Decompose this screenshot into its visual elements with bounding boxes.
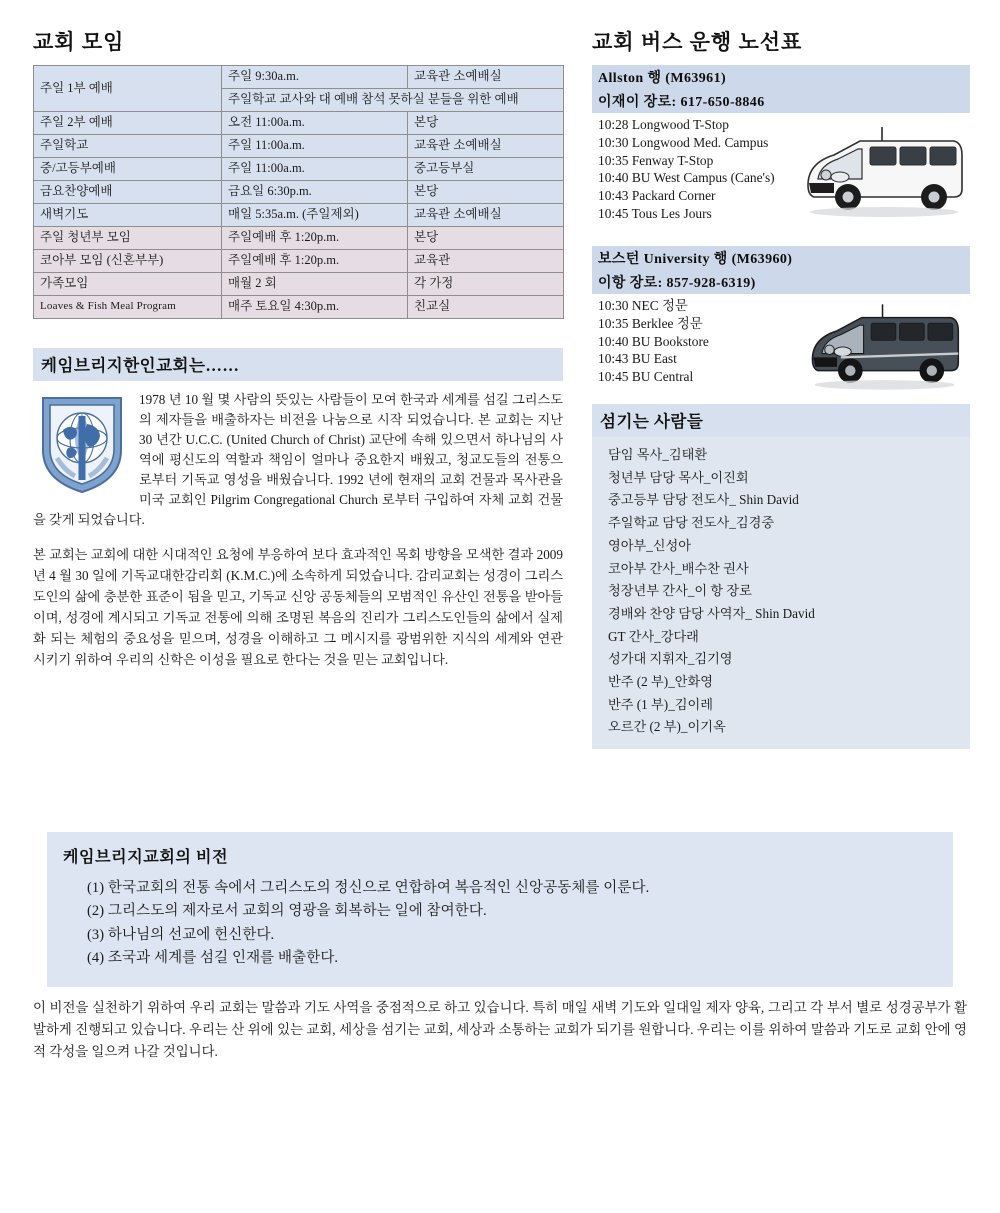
meeting-place: 중고등부실 xyxy=(408,158,564,181)
meeting-place: 본당 xyxy=(408,181,564,204)
list-item: 10:43 Packard Corner xyxy=(598,188,716,204)
table-row xyxy=(34,66,564,89)
servants-section xyxy=(592,404,970,749)
bus-stop-list xyxy=(592,113,970,234)
meeting-place: 친교실 xyxy=(408,296,564,319)
list-item: 주일학교 담당 전도사_김경중 xyxy=(608,515,775,531)
meeting-place: 교육관 소예배실 xyxy=(408,204,564,227)
bus-route-contact: 이재이 장로: 617-650-8846 xyxy=(592,90,970,113)
list-item: 10:28 Longwood T-Stop xyxy=(598,117,729,132)
vision-item: (2) 그리스도의 제자로서 교회의 영광을 회복하는 일에 참여한다. xyxy=(87,903,487,920)
list-item: 성가대 지휘자_김기영 xyxy=(608,651,733,667)
table-row xyxy=(34,181,564,204)
table-row xyxy=(34,273,564,296)
list-item: 오르간 (2 부)_이기옥 xyxy=(608,719,726,735)
table-row xyxy=(34,158,564,181)
list-item: 10:35 Fenway T-Stop xyxy=(598,152,714,168)
meeting-place: 각 가정 xyxy=(408,273,564,296)
list-item: GT 간사_강다래 xyxy=(608,628,699,644)
meeting-name: Loaves & Fish Meal Program xyxy=(34,296,222,319)
list-item: 반주 (2 부)_안화영 xyxy=(608,674,713,690)
list-item: 10:30 NEC 정문 xyxy=(598,298,688,313)
table-row xyxy=(34,250,564,273)
meetings-title: 교회 모임 xyxy=(33,30,125,54)
meeting-name: 주일 청년부 모임 xyxy=(34,227,222,250)
meeting-name: 가족모임 xyxy=(34,273,222,296)
bus-route-allston xyxy=(592,65,970,234)
list-item: 경배와 찬양 담당 사역자_ Shin David xyxy=(608,605,815,621)
list-item: 10:30 Longwood Med. Campus xyxy=(598,134,769,150)
meeting-time: 주일 11:00a.m. xyxy=(222,135,408,158)
meeting-time: 매월 2 회 xyxy=(222,273,408,296)
meeting-name: 중/고등부예배 xyxy=(34,158,222,181)
bus-schedule-title: 교회 버스 운행 노선표 xyxy=(592,30,803,54)
meeting-time: 금요일 6:30p.m. xyxy=(222,181,408,204)
table-row xyxy=(34,112,564,135)
list-item: 10:40 BU Bookstore xyxy=(598,333,709,349)
meeting-place: 교육관 소예배실 xyxy=(408,135,564,158)
vision-item: (3) 하나님의 선교에 헌신한다. xyxy=(87,926,275,943)
intro-title: 케임브리지한인교회는…… xyxy=(33,348,563,381)
meeting-name: 주일학교 xyxy=(34,135,222,158)
servants-title: 섬기는 사람들 xyxy=(592,404,970,437)
list-item: 코아부 간사_배수찬 권사 xyxy=(608,560,749,576)
list-item: 10:45 Tous Les Jours xyxy=(598,206,712,222)
vision-box xyxy=(47,832,953,987)
bus-route-contact: 이항 장로: 857-928-6319) xyxy=(592,271,970,294)
servants-list xyxy=(592,437,970,749)
bus-route-name: Allston 행 (M63961) xyxy=(592,65,970,90)
bus-schedule-section xyxy=(592,26,970,405)
list-item: 10:45 BU Central xyxy=(598,369,694,385)
list-item: 10:43 BU East xyxy=(598,351,677,367)
church-meetings-section xyxy=(33,26,563,319)
meeting-place: 본당 xyxy=(408,227,564,250)
list-item: 청년부 담당 목사_이진회 xyxy=(608,469,749,485)
closing-paragraph: 이 비전을 실천하기 위하여 우리 교회는 말씀과 기도 사역을 중점적으로 하고 있습니다. 특히 매일 새벽 기도와 일대일 제자 양육, 그리고 각 부서 별로 성경공부가 활발하게 진행되고 있습니다. 우리는 산 위에 있는 교회, 세상을 섬기는 교회, 세상과 소통하는 교회가 되기를 원합니다. 우리는 이를 위하여 말씀과 기도로 교회 안에 영적 각성을 일으켜 나갈 것입니다. xyxy=(33,1000,967,1059)
meetings-table-body xyxy=(34,66,564,319)
meeting-name: 코아부 모임 (신혼부부) xyxy=(34,250,222,273)
bus-route-name: 보스턴 University 행 (M63960) xyxy=(592,246,970,271)
bus-stop-list xyxy=(592,294,970,399)
meetings-table xyxy=(33,65,564,319)
table-row xyxy=(34,135,564,158)
meeting-name: 주일 1부 예배 xyxy=(34,66,222,112)
list-item: 중고등부 담당 전도사_ Shin David xyxy=(608,492,799,508)
meeting-name: 새벽기도 xyxy=(34,204,222,227)
church-shield-logo-icon xyxy=(35,392,129,496)
intro-paragraph-1: 1978 년 10 월 몇 사람의 뜻있는 사람들이 모여 한국과 세계를 섬길 그리스도의 제자들을 배출하자는 비전을 나눔으로 시작 되었습니다. 본 교회는 지난 30 년간 U.C.C. (United Church of Christ) 교단에 속해 있으면서 하나님의 사역에 평신도의 역할과 책임이 얼마나 중요한지 배웠고, 청교도들의 전통으로부터 기독교 영성을 배웠습니다. 1992 년에 현재의 교회 건물과 목사관을 미국 교회인 Pilgrim Congregational Church 로부터 구입하여 자체 교회 건물을 갖게 되었습니다. xyxy=(33,392,563,528)
church-intro-section xyxy=(33,348,563,671)
meeting-time: 주일 11:00a.m. xyxy=(222,158,408,181)
meeting-time: 주일 9:30a.m. xyxy=(222,66,408,89)
meeting-place: 교육관 xyxy=(408,250,564,273)
vision-item: (4) 조국과 세계를 섬길 인재를 배출한다. xyxy=(87,950,339,967)
intro-paragraph-2: 본 교회는 교회에 대한 시대적인 요청에 부응하여 보다 효과적인 목회 방향을 모색한 결과 2009 년 4 월 30 일에 기독교대한감리회 (K.M.C.)에 소속하게 되었습니다. 감리교회는 성경이 그리스도인의 삶에 충분한 표준이 됨을 믿고, 기독교 신앙 공동체들의 모범적인 유산인 전통을 받아들이며, 성경에 계시되고 기독교 전통에 의해 조명된 복음의 진리가 그리스도인들의 삶에서 실제화 되는 체험의 중요성을 믿으며, 성경을 이해하고 그 메시지를 광범위한 지식의 세계와 연관 시키기 위하여 우리의 신학은 이성을 필요로 한다는 것을 믿는 교회입니다. xyxy=(33,547,563,667)
meeting-name: 금요찬양예배 xyxy=(34,181,222,204)
meeting-time: 매주 토요일 4:30p.m. xyxy=(222,296,408,319)
meeting-time: 주일예배 후 1:20p.m. xyxy=(222,250,408,273)
list-item: 영아부_신성아 xyxy=(608,537,692,553)
list-item: 담임 목사_김태환 xyxy=(608,447,708,462)
list-item: 청장년부 간사_이 항 장로 xyxy=(608,583,752,599)
list-item: 10:40 BU West Campus (Cane's) xyxy=(598,170,775,186)
list-item: 10:35 Berklee 정문 xyxy=(598,315,703,331)
bus-route-boston-university xyxy=(592,246,970,399)
meeting-note: 주일학교 교사와 대 예배 참석 못하실 분들을 위한 예배 xyxy=(222,89,564,112)
intro-paragraph-1-wrap xyxy=(33,390,563,530)
meeting-time: 매일 5:35a.m. (주일제외) xyxy=(222,204,408,227)
meeting-time: 오전 11:00a.m. xyxy=(222,112,408,135)
meeting-place: 교육관 소예배실 xyxy=(408,66,564,89)
vision-title: 케임브리지교회의 비전 xyxy=(63,849,229,866)
list-item: 반주 (1 부)_김이레 xyxy=(608,696,713,712)
vision-item: (1) 한국교회의 전통 속에서 그리스도의 정신으로 연합하여 복음적인 신앙공동체를 이룬다. xyxy=(87,880,650,896)
table-row xyxy=(34,204,564,227)
meeting-place: 본당 xyxy=(408,112,564,135)
table-row xyxy=(34,296,564,319)
meeting-name: 주일 2부 예배 xyxy=(34,112,222,135)
meeting-time: 주일예배 후 1:20p.m. xyxy=(222,227,408,250)
table-row xyxy=(34,227,564,250)
